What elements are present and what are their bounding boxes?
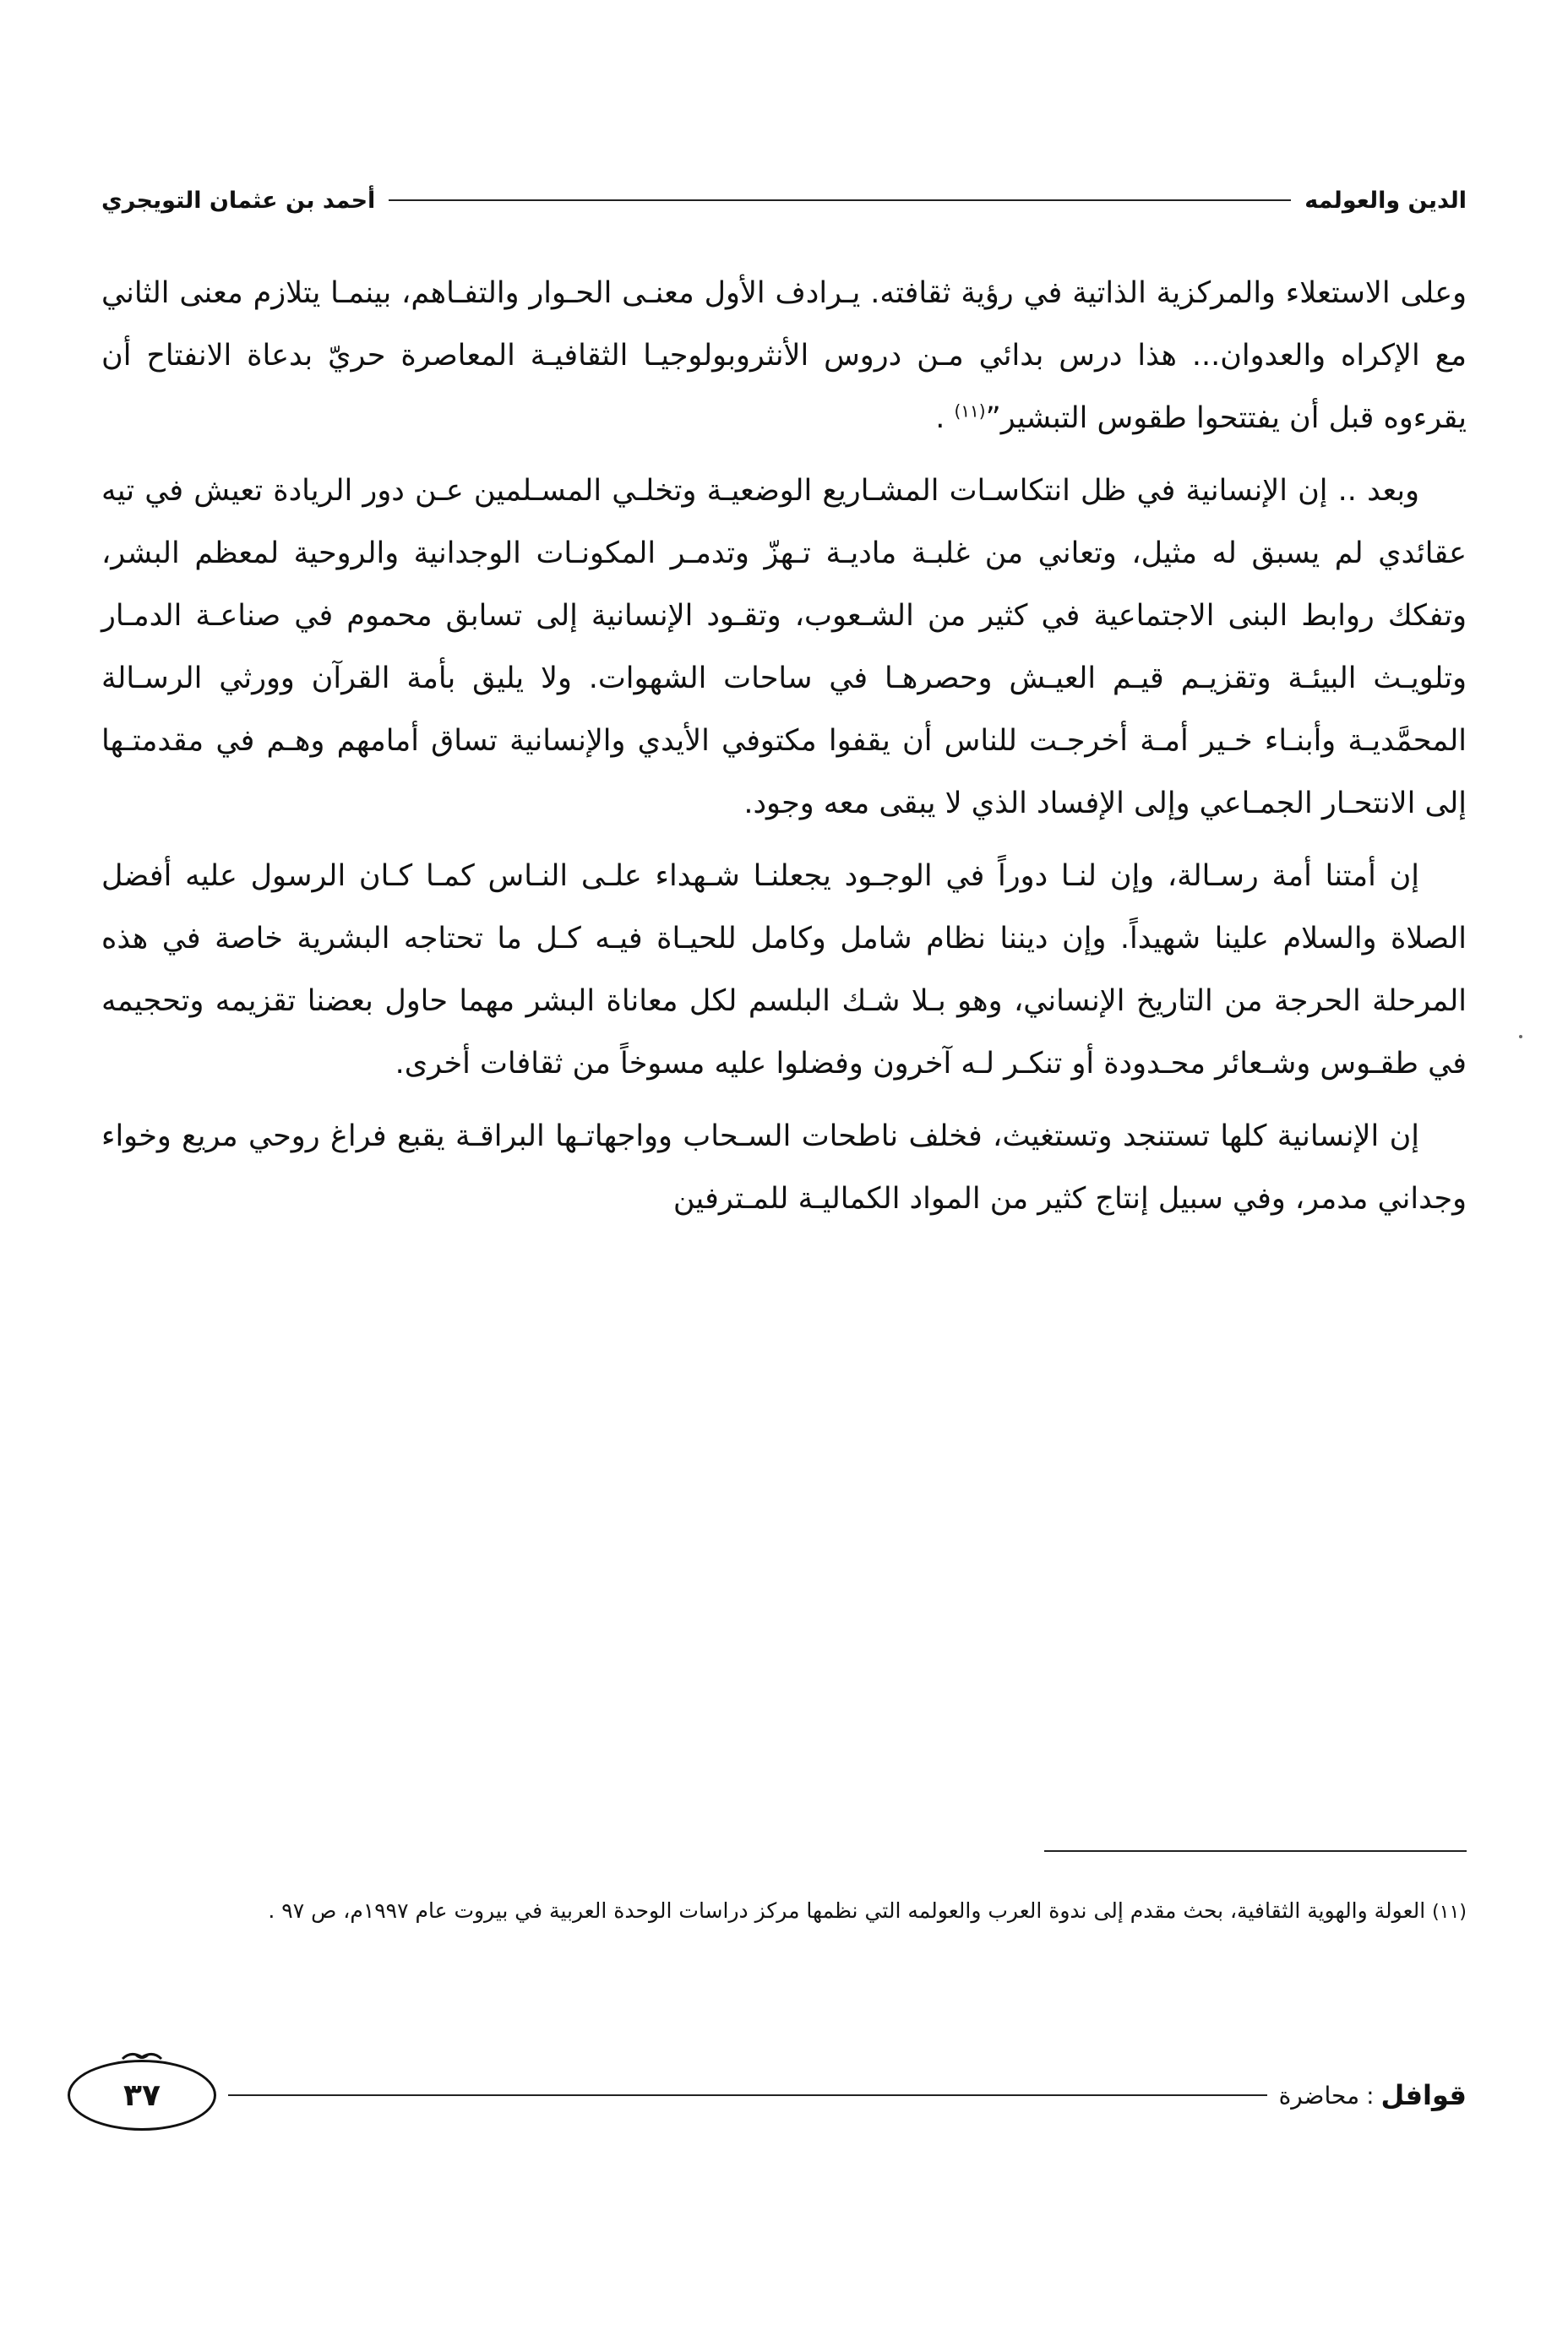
header-rule [389, 199, 1291, 201]
footer-rule [228, 2094, 1267, 2096]
page-number: ٣٧ [123, 2077, 161, 2113]
footer-separator: : [1366, 2081, 1375, 2110]
page-number-badge [68, 2060, 216, 2131]
body-text [101, 262, 1467, 1240]
journal-name: قوافل [1380, 2079, 1467, 2111]
scan-speck [1519, 1035, 1522, 1038]
flourish-ornament-icon [121, 2050, 163, 2062]
footnote [101, 1884, 1467, 1940]
paragraph-2: وبعد .. إن الإنسانية في ظل انتكاسـات المشـاريع الوضعيـة وتخلـي المسـلمين عـن دور الريادة تعيش في تيه عقائدي لم يسبق له مثيل، وتعاني من غلبـة ماديـة تـهزّ وتدمـر المكونـات الوجدانية والروحية لمعظم البشر، وتفكك روابط البنى الاجتماعية في كثير من الشـعوب، وتقـود الإنسانية إلى تسابق محموم في صناعـة الدمـار وتلويـث البيئـة وتقزيـم قيـم العيـش وحصرهـا في ساحات الشهوات. ولا يليق بأمة القرآن وورثي الرسـالة المحمَّديـة وأبنـاء خـير أمـة أخرجـت للناس أن يقفوا مكتوفي الأيدي والإنسانية تساق أمامهم وهـم في مقدمتـها إلى الانتحـار الجمـاعي وإلى الإفساد الذي لا يبقى معه وجود. [101, 474, 1467, 820]
author-name: أحمد بن عثمان التويجري [101, 187, 376, 214]
footnote-text: العولة والهوية الثقافية، بحث مقدم إلى ندوة العرب والعولمه التي نظمها مركز دراسات الوحدة العربية في بيروت عام ١٩٩٧م، ص ٩٧ . [268, 1898, 1426, 1923]
paragraph-1-text: وعلى الاستعلاء والمركزية الذاتية في رؤية ثقافته. يـرادف الأول معنـى الحـوار والتفـاهم، بينمـا يتلازم معنى الثاني مع الإكراه والعدوان... هذا درس بدائي مـن دروس الأنثروبولوجيـا الثقافيـة المعاصرة حريّ بدعاة الانفتاح أن يقرءوه قبل أن يفتتحوا طقوس التبشير” [101, 276, 1467, 435]
page-footer [68, 2057, 1467, 2133]
paragraph-1: وعلى الاستعلاء والمركزية الذاتية في رؤية ثقافته. يـرادف الأول معنـى الحـوار والتفـاهم، بينمـا يتلازم معنى الثاني مع الإكراه والعدوان... هذا درس بدائي مـن دروس الأنثروبولوجيـا الثقافيـة المعاصرة حريّ بدعاة الانفتاح أن يقرءوه قبل أن يفتتحوا طقوس التبشير”$^{(١١)}$ . [101, 276, 1467, 435]
paragraph-3: إن أمتنا أمة رسـالة، وإن لنـا دوراً في الوجـود يجعلنـا شـهداء علـى النـاس كمـا كـان الرسول عليه أفضل الصلاة والسلام علينا شهيداً. وإن ديننا نظام شامل وكامل للحيـاة فيـه كـل ما تحتاجه البشرية خاصة في هذه المرحلة الحرجة من التاريخ الإنساني، وهو بـلا شـك البلسم لكل معاناة البشر مهما حاول بعضنا تقزيمه وتحجيمه في طقـوس وشـعائر محـدودة أو تنكـر لـه آخرون وفضلوا عليه مسوخاً من ثقافات أخرى. [101, 859, 1467, 1081]
book-title: الدين والعولمه [1304, 187, 1467, 214]
section-label: محاضرة [1278, 2081, 1360, 2110]
footnote-separator [1044, 1850, 1467, 1852]
footnote-mark: (١١) [1432, 1902, 1467, 1923]
footnote-reference: (١١) [954, 400, 986, 422]
paragraph-4: إن الإنسانية كلها تستنجد وتستغيث، فخلف ناطحات السـحاب وواجهاتـها البراقـة يقبع فراغ روحي مريع وخواء وجداني مدمر، وفي سبيل إنتاج كثير من المواد الكماليـة للمـترفين [101, 1119, 1467, 1216]
running-header [101, 179, 1467, 221]
